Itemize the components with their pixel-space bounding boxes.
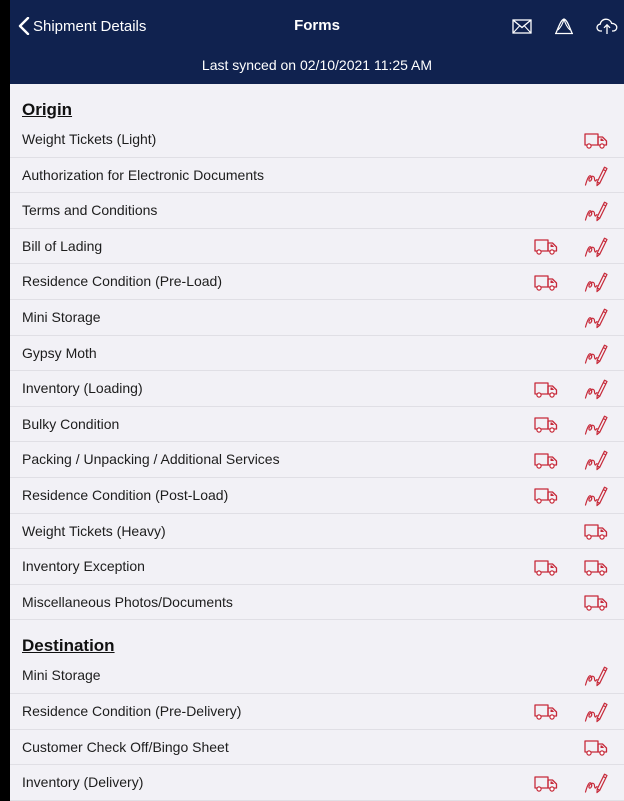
sign-pen-icon [584, 378, 608, 400]
truck-button[interactable] [583, 555, 609, 579]
sign-button[interactable] [583, 342, 609, 366]
form-row-residence-condition-pre-load[interactable] [10, 264, 624, 300]
page-title: Forms [294, 17, 340, 34]
truck-icon [534, 487, 558, 504]
truck-button[interactable] [583, 736, 609, 760]
sign-button[interactable] [583, 235, 609, 259]
forms-list [10, 84, 624, 801]
form-label: Miscellaneous Photos/Documents [22, 593, 233, 610]
mail-icon [512, 19, 532, 34]
truck-button[interactable] [583, 520, 609, 544]
sign-button[interactable] [583, 270, 609, 294]
form-label: Inventory Exception [22, 558, 145, 575]
form-label: Gypsy Moth [22, 344, 97, 361]
mail-button[interactable] [510, 15, 534, 37]
form-row-terms-and-conditions[interactable] [10, 193, 624, 229]
form-label: Mini Storage [22, 308, 101, 325]
truck-button[interactable] [583, 128, 609, 152]
sign-pen-icon [584, 449, 608, 471]
form-row-weight-tickets-light[interactable] [10, 122, 624, 158]
cloud-upload-icon [596, 17, 618, 35]
back-label: Shipment Details [33, 17, 147, 35]
truck-button[interactable] [533, 700, 559, 724]
truck-icon [534, 238, 558, 255]
sign-pen-icon [584, 271, 608, 293]
form-row-authorization-for-electronic-documents[interactable] [10, 158, 624, 194]
form-row-packing-unpacking-additional-services[interactable] [10, 442, 624, 478]
form-label: Residence Condition (Pre-Delivery) [22, 702, 242, 719]
form-row-mini-storage[interactable] [10, 658, 624, 694]
sign-pen-icon [584, 165, 608, 187]
truck-icon [584, 559, 608, 576]
sign-pen-icon [584, 485, 608, 507]
truck-icon [584, 739, 608, 756]
sign-button[interactable] [583, 664, 609, 688]
form-row-residence-condition-pre-delivery[interactable] [10, 694, 624, 730]
sign-button[interactable] [583, 448, 609, 472]
form-label: Weight Tickets (Light) [22, 131, 157, 147]
sign-pen-icon [584, 772, 608, 794]
form-label: Packing / Unpacking / Additional Services [22, 451, 280, 468]
form-row-residence-condition-post-load[interactable] [10, 478, 624, 514]
truck-button[interactable] [533, 235, 559, 259]
form-label: Terms and Conditions [22, 202, 158, 219]
navigation-bar [10, 0, 624, 84]
sign-pen-icon [584, 343, 608, 365]
form-row-miscellaneous-photos-documents[interactable] [10, 585, 624, 621]
sign-pen-icon [584, 307, 608, 329]
truck-button[interactable] [533, 270, 559, 294]
truck-button[interactable] [533, 413, 559, 437]
section-title-origin: Origin [22, 100, 73, 119]
form-label: Bulky Condition [22, 415, 120, 432]
form-row-mini-storage[interactable] [10, 300, 624, 336]
form-label: Residence Condition (Pre-Load) [22, 273, 222, 290]
truck-icon [534, 381, 558, 398]
signature-icon [554, 17, 574, 35]
form-label: Customer Check Off/Bingo Sheet [22, 738, 229, 755]
truck-icon [534, 274, 558, 291]
truck-button[interactable] [533, 555, 559, 579]
form-row-gypsy-moth[interactable] [10, 336, 624, 372]
truck-button[interactable] [533, 448, 559, 472]
form-row-weight-tickets-heavy[interactable] [10, 514, 624, 550]
form-row-inventory-loading[interactable] [10, 371, 624, 407]
truck-button[interactable] [583, 591, 609, 615]
sign-button[interactable] [583, 700, 609, 724]
form-label: Residence Condition (Post-Load) [22, 486, 229, 503]
truck-icon [584, 594, 608, 611]
sign-button[interactable] [583, 484, 609, 508]
truck-button[interactable] [533, 377, 559, 401]
truck-icon [584, 132, 608, 149]
sign-button[interactable] [583, 413, 609, 437]
cloud-upload-button[interactable] [595, 15, 619, 37]
form-row-bill-of-lading[interactable] [10, 229, 624, 265]
sign-button[interactable] [583, 199, 609, 223]
forms-screen [10, 0, 624, 801]
sign-pen-icon [584, 414, 608, 436]
sign-button[interactable] [583, 771, 609, 795]
form-row-inventory-delivery[interactable] [10, 765, 624, 801]
form-row-bulky-condition[interactable] [10, 407, 624, 443]
form-label: Authorization for Electronic Documents [22, 166, 264, 183]
form-label: Mini Storage [22, 667, 101, 684]
truck-icon [534, 775, 558, 792]
truck-button[interactable] [533, 771, 559, 795]
form-row-inventory-exception[interactable] [10, 549, 624, 585]
sign-pen-icon [584, 665, 608, 687]
chevron-left-icon [18, 17, 30, 35]
signature-button[interactable] [552, 15, 576, 37]
sign-button[interactable] [583, 164, 609, 188]
truck-icon [584, 523, 608, 540]
form-label: Inventory (Delivery) [22, 774, 144, 791]
back-button[interactable] [18, 14, 146, 38]
form-label: Inventory (Loading) [22, 380, 143, 397]
section-title-destination: Destination [22, 636, 115, 656]
form-label: Bill of Lading [22, 237, 103, 254]
form-row-customer-check-off-bingo-sheet[interactable] [10, 730, 624, 766]
truck-icon [534, 452, 558, 469]
sign-pen-icon [584, 236, 608, 258]
sign-pen-icon [584, 701, 608, 723]
sign-pen-icon [584, 200, 608, 222]
truck-icon [534, 416, 558, 433]
truck-button[interactable] [533, 484, 559, 508]
sync-status: Last synced on 02/10/2021 11:25 AM [201, 57, 433, 73]
form-label: Weight Tickets (Heavy) [22, 522, 166, 539]
truck-icon [534, 559, 558, 576]
sign-button[interactable] [583, 306, 609, 330]
truck-icon [534, 703, 558, 720]
sign-button[interactable] [583, 377, 609, 401]
